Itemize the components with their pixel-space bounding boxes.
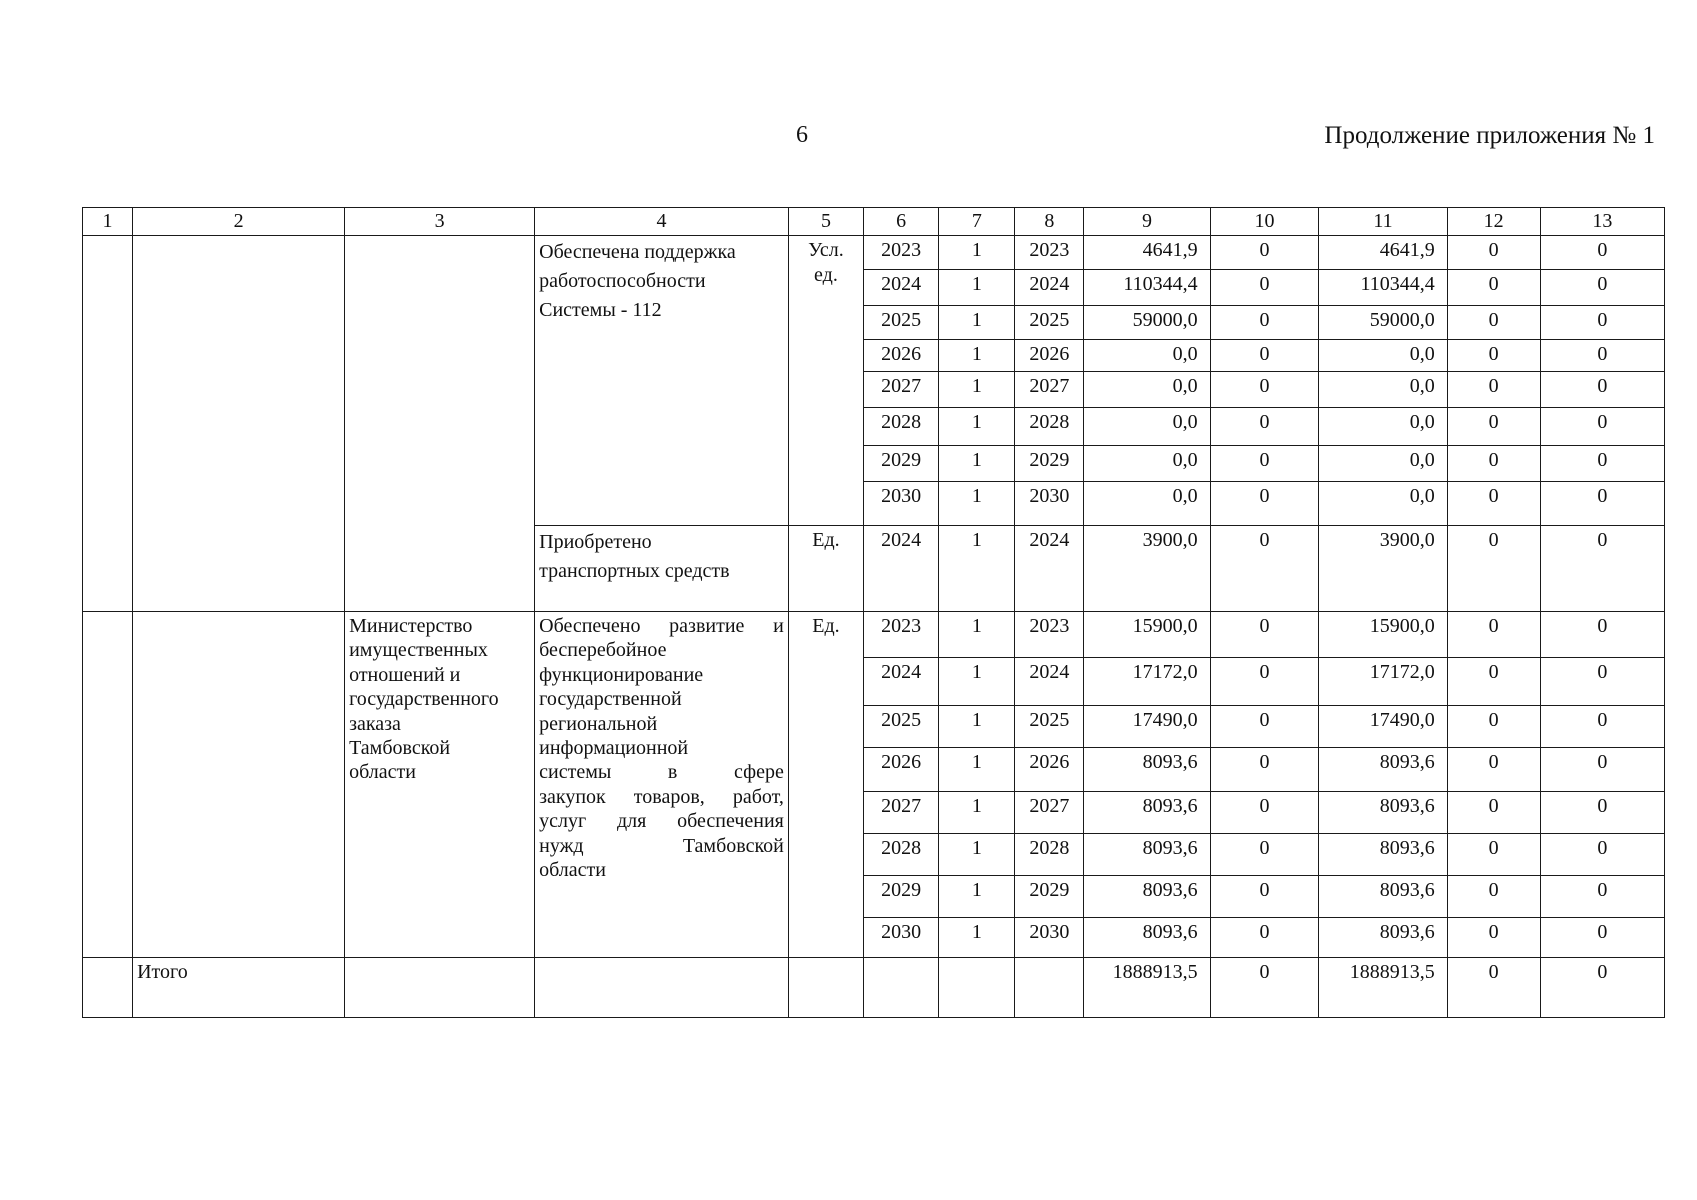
amount-cell: 0,0 (1084, 408, 1210, 446)
column-number-row (83, 208, 1665, 236)
amount-cell: 0,0 (1084, 482, 1210, 526)
amount-cell: 0 (1540, 482, 1664, 526)
page-number: 6 (796, 122, 808, 148)
amount-cell: 0,0 (1319, 340, 1447, 372)
column-number: 8 (1015, 208, 1084, 236)
amount-cell: 0 (1210, 706, 1319, 748)
year-cell: 2030 (864, 482, 939, 526)
value-cell: 1 (939, 748, 1015, 792)
amount-cell: 0 (1210, 236, 1319, 270)
text-line: Приобретено (539, 531, 652, 553)
amount-cell: 0,0 (1319, 408, 1447, 446)
text-line: государственного (349, 688, 499, 711)
amount-cell: 0 (1447, 446, 1540, 482)
appendix-caption: Продолжение приложения № 1 (1324, 122, 1655, 149)
amount-cell: 8093,6 (1319, 792, 1447, 834)
year-cell: 2026 (1015, 340, 1084, 372)
year-cell: 2030 (1015, 482, 1084, 526)
total-value: 0 (1447, 958, 1540, 1018)
year-cell: 2024 (864, 526, 939, 612)
amount-cell: 0 (1540, 706, 1664, 748)
amount-cell: 0 (1540, 748, 1664, 792)
column-number: 3 (345, 208, 535, 236)
indicator-cell (535, 612, 789, 958)
table-row (83, 236, 1665, 270)
year-cell: 2029 (1015, 876, 1084, 918)
total-value: 1888913,5 (1319, 958, 1447, 1018)
amount-cell: 0 (1447, 526, 1540, 612)
year-cell: 2023 (864, 612, 939, 658)
amount-cell: 0 (1210, 408, 1319, 446)
value-cell: 1 (939, 876, 1015, 918)
amount-cell: 0,0 (1319, 372, 1447, 408)
year-cell: 2029 (1015, 446, 1084, 482)
amount-cell: 0,0 (1084, 446, 1210, 482)
amount-cell: 0 (1210, 748, 1319, 792)
column-number: 12 (1447, 208, 1540, 236)
amount-cell: 0 (1210, 340, 1319, 372)
column-number: 6 (864, 208, 939, 236)
program-cell (133, 236, 345, 612)
text-line: Усл. (808, 239, 844, 261)
amount-cell: 0 (1447, 706, 1540, 748)
year-cell: 2027 (864, 792, 939, 834)
program-cell (133, 612, 345, 958)
amount-cell: 3900,0 (1319, 526, 1447, 612)
amount-cell: 8093,6 (1319, 748, 1447, 792)
amount-cell: 8093,6 (1084, 918, 1210, 958)
amount-cell: 0 (1447, 372, 1540, 408)
year-cell: 2027 (1015, 372, 1084, 408)
text-line: региональной (539, 712, 658, 735)
total-value: 1888913,5 (1084, 958, 1210, 1018)
amount-cell: 0,0 (1084, 372, 1210, 408)
amount-cell: 8093,6 (1084, 834, 1210, 876)
year-cell: 2025 (1015, 706, 1084, 748)
amount-cell: 0 (1447, 408, 1540, 446)
value-cell: 1 (939, 918, 1015, 958)
amount-cell: 15900,0 (1319, 612, 1447, 658)
value-cell: 1 (939, 270, 1015, 306)
amount-cell: 4641,9 (1084, 236, 1210, 270)
amount-cell: 8093,6 (1319, 918, 1447, 958)
amount-cell: 0 (1447, 340, 1540, 372)
amount-cell: 4641,9 (1319, 236, 1447, 270)
text-line: нужд Тамбовской (539, 834, 784, 857)
amount-cell: 0 (1447, 236, 1540, 270)
value-cell: 1 (939, 658, 1015, 706)
year-cell: 2023 (1015, 236, 1084, 270)
amount-cell: 0 (1540, 372, 1664, 408)
text-line: отношений и (349, 663, 461, 686)
amount-cell: 0 (1540, 306, 1664, 340)
text-line: закупок товаров, работ, (539, 785, 784, 808)
year-cell: 2028 (1015, 834, 1084, 876)
column-number: 4 (535, 208, 789, 236)
amount-cell: 59000,0 (1084, 306, 1210, 340)
indicator-cell (535, 236, 789, 526)
amount-cell: 0 (1210, 372, 1319, 408)
year-cell: 2024 (1015, 526, 1084, 612)
amount-cell: 0 (1447, 918, 1540, 958)
text-line: государственной (539, 688, 682, 711)
amount-cell: 0 (1210, 834, 1319, 876)
amount-cell: 0,0 (1084, 340, 1210, 372)
indicator-cell (535, 526, 789, 612)
year-cell: 2030 (1015, 918, 1084, 958)
column-number: 2 (133, 208, 345, 236)
year-cell: 2023 (1015, 612, 1084, 658)
amount-cell: 0 (1447, 306, 1540, 340)
text-line: Системы - 112 (539, 299, 662, 321)
amount-cell: 0 (1540, 270, 1664, 306)
amount-cell: 0 (1210, 446, 1319, 482)
amount-cell: 0 (1540, 340, 1664, 372)
amount-cell: 0 (1447, 792, 1540, 834)
column-number: 11 (1319, 208, 1447, 236)
value-cell: 1 (939, 792, 1015, 834)
year-cell: 2027 (1015, 792, 1084, 834)
year-cell: 2028 (1015, 408, 1084, 446)
year-cell: 2028 (864, 408, 939, 446)
year-cell: 2025 (864, 706, 939, 748)
amount-cell: 8093,6 (1084, 792, 1210, 834)
amount-cell: 0,0 (1319, 482, 1447, 526)
year-cell: 2025 (864, 306, 939, 340)
amount-cell: 0 (1210, 612, 1319, 658)
year-cell: 2026 (1015, 748, 1084, 792)
year-cell: 2024 (1015, 270, 1084, 306)
amount-cell: 17490,0 (1084, 706, 1210, 748)
value-cell: 1 (939, 706, 1015, 748)
year-cell: 2026 (864, 340, 939, 372)
value-cell: 1 (939, 306, 1015, 340)
executor-cell (345, 236, 535, 612)
column-number: 1 (83, 208, 133, 236)
text-line: Министерство (349, 615, 473, 637)
text-line: бесперебойное (539, 639, 667, 662)
amount-cell: 17490,0 (1319, 706, 1447, 748)
text-line: Обеспечена поддержка (539, 241, 736, 263)
amount-cell: 8093,6 (1084, 876, 1210, 918)
row-number-cell (83, 236, 133, 612)
value-cell: 1 (939, 340, 1015, 372)
amount-cell: 0 (1210, 876, 1319, 918)
column-number: 13 (1540, 208, 1664, 236)
amount-cell: 0 (1540, 792, 1664, 834)
text-line: информационной (539, 736, 689, 759)
year-cell: 2029 (864, 876, 939, 918)
text-line: области (539, 858, 606, 881)
value-cell: 1 (939, 482, 1015, 526)
amount-cell: 0 (1210, 658, 1319, 706)
amount-cell: 0 (1210, 306, 1319, 340)
amount-cell: 0 (1210, 526, 1319, 612)
column-number: 7 (939, 208, 1015, 236)
amount-cell: 0,0 (1319, 446, 1447, 482)
amount-cell: 0 (1210, 918, 1319, 958)
amount-cell: 110344,4 (1319, 270, 1447, 306)
amount-cell: 17172,0 (1319, 658, 1447, 706)
amount-cell: 8093,6 (1084, 748, 1210, 792)
year-cell: 2024 (864, 658, 939, 706)
appendix-table (82, 207, 1665, 1018)
amount-cell: 0 (1540, 446, 1664, 482)
amount-cell: 0 (1210, 270, 1319, 306)
amount-cell: 0 (1447, 612, 1540, 658)
year-cell: 2025 (1015, 306, 1084, 340)
amount-cell: 0 (1540, 876, 1664, 918)
text-line: Обеспечено развитие и (539, 615, 784, 637)
value-cell: 1 (939, 526, 1015, 612)
year-cell: 2027 (864, 372, 939, 408)
amount-cell: 0 (1447, 876, 1540, 918)
year-cell: 2030 (864, 918, 939, 958)
value-cell: 1 (939, 408, 1015, 446)
column-number: 10 (1210, 208, 1319, 236)
amount-cell: 17172,0 (1084, 658, 1210, 706)
amount-cell: 15900,0 (1084, 612, 1210, 658)
year-cell: 2023 (864, 236, 939, 270)
total-value: 0 (1210, 958, 1319, 1018)
table-row (83, 612, 1665, 658)
amount-cell: 0 (1447, 748, 1540, 792)
unit-cell: Ед. (788, 526, 863, 612)
amount-cell: 0 (1540, 658, 1664, 706)
value-cell: 1 (939, 612, 1015, 658)
row-number-cell (83, 612, 133, 958)
amount-cell: 0 (1540, 612, 1664, 658)
year-cell: 2026 (864, 748, 939, 792)
column-number: 9 (1084, 208, 1210, 236)
amount-cell: 0 (1540, 408, 1664, 446)
amount-cell: 0 (1447, 270, 1540, 306)
value-cell: 1 (939, 236, 1015, 270)
year-cell: 2029 (864, 446, 939, 482)
amount-cell: 0 (1540, 526, 1664, 612)
unit-cell: Ед. (788, 612, 863, 958)
year-cell: 2028 (864, 834, 939, 876)
group-system-112 (83, 236, 1665, 612)
amount-cell: 0 (1447, 834, 1540, 876)
total-label: Итого (133, 958, 345, 1018)
total-value: 0 (1540, 958, 1664, 1018)
year-cell: 2024 (864, 270, 939, 306)
text-line: услуг для обеспечения (539, 810, 784, 833)
text-line: работоспособности (539, 270, 706, 292)
unit-cell (788, 236, 863, 526)
amount-cell: 110344,4 (1084, 270, 1210, 306)
total-row (83, 958, 1665, 1018)
amount-cell: 8093,6 (1319, 876, 1447, 918)
amount-cell: 0 (1447, 658, 1540, 706)
amount-cell: 0 (1210, 482, 1319, 526)
amount-cell: 0 (1540, 918, 1664, 958)
value-cell: 1 (939, 372, 1015, 408)
year-cell: 2024 (1015, 658, 1084, 706)
text-line: транспортных средств (539, 560, 730, 582)
amount-cell: 0 (1210, 792, 1319, 834)
value-cell: 1 (939, 834, 1015, 876)
text-line: системы в сфере (539, 761, 784, 784)
text-line: ед. (814, 264, 838, 286)
amount-cell: 3900,0 (1084, 526, 1210, 612)
value-cell: 1 (939, 446, 1015, 482)
group-ministry (83, 612, 1665, 958)
amount-cell: 59000,0 (1319, 306, 1447, 340)
executor-cell (345, 612, 535, 958)
amount-cell: 8093,6 (1319, 834, 1447, 876)
text-line: функционирование (539, 663, 704, 686)
amount-cell: 0 (1540, 236, 1664, 270)
text-line: Тамбовской (349, 736, 451, 759)
text-line: имущественных (349, 639, 488, 662)
amount-cell: 0 (1447, 482, 1540, 526)
text-line: заказа (349, 712, 401, 735)
amount-cell: 0 (1540, 834, 1664, 876)
text-line: области (349, 761, 416, 784)
column-number: 5 (788, 208, 863, 236)
